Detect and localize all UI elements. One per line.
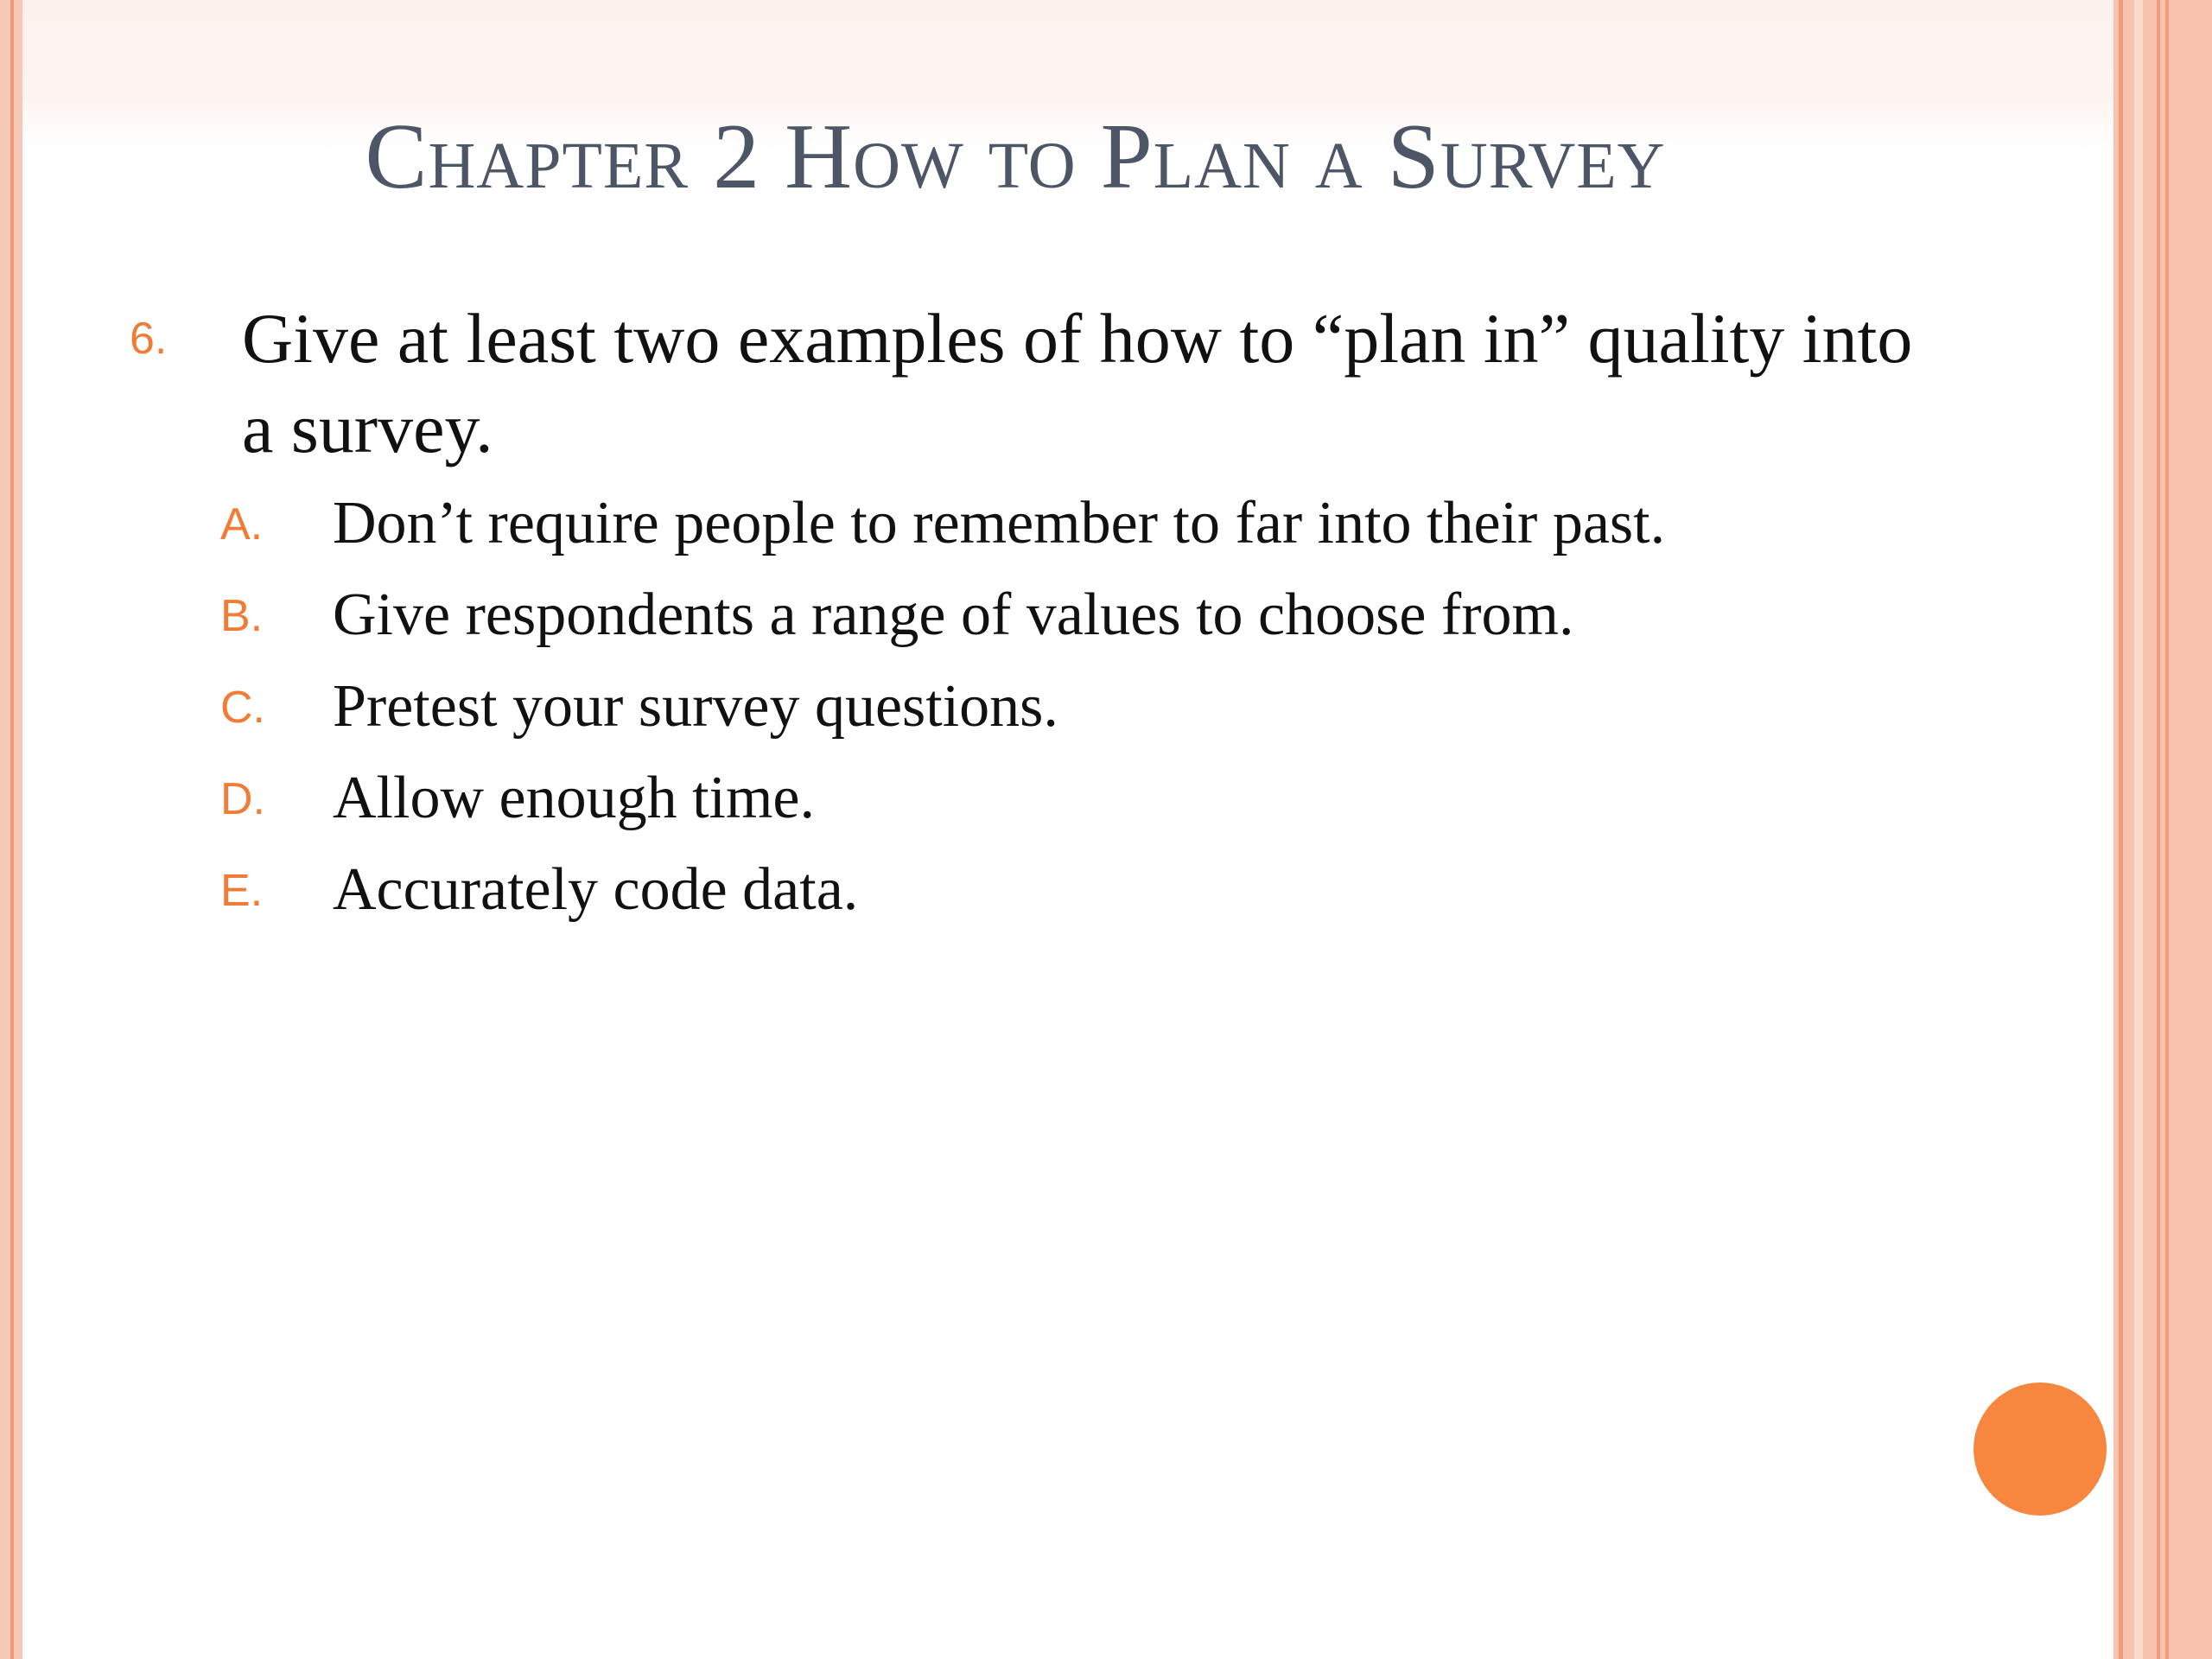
left-border-line bbox=[10, 0, 14, 1659]
list-marker: E. bbox=[220, 866, 264, 917]
answer-item bbox=[130, 667, 1944, 746]
list-marker: B. bbox=[220, 591, 264, 642]
slide-title: Chapter 2 How to Plan a Survey bbox=[365, 105, 1666, 208]
right-border-line bbox=[2119, 0, 2123, 1659]
list-marker: A. bbox=[220, 499, 264, 550]
list-marker: 6. bbox=[130, 314, 168, 364]
answer-item bbox=[130, 484, 1944, 563]
right-border-line bbox=[2157, 0, 2160, 1659]
answer-text: Allow enough time. bbox=[333, 765, 815, 832]
right-border-line bbox=[2165, 0, 2169, 1659]
accent-circle-decoration bbox=[1974, 1382, 2107, 1516]
list-marker: D. bbox=[220, 774, 265, 825]
right-border-line bbox=[2134, 0, 2143, 1659]
answer-text: Accurately code data. bbox=[333, 856, 859, 924]
slide-body bbox=[130, 294, 1944, 942]
question-text: Give at least two examples of how to “plan in” quality into a survey. bbox=[242, 299, 1913, 468]
answer-item bbox=[130, 850, 1944, 929]
answer-text: Don’t require people to remember to far into their past. bbox=[333, 490, 1666, 557]
right-border-decoration bbox=[2113, 0, 2212, 1659]
question-item bbox=[130, 294, 1944, 474]
list-marker: C. bbox=[220, 683, 265, 734]
answer-text: Pretest your survey questions. bbox=[333, 673, 1058, 741]
answer-list bbox=[130, 484, 1944, 929]
answer-text: Give respondents a range of values to choose from. bbox=[333, 582, 1574, 649]
answer-item bbox=[130, 759, 1944, 837]
answer-item bbox=[130, 575, 1944, 654]
